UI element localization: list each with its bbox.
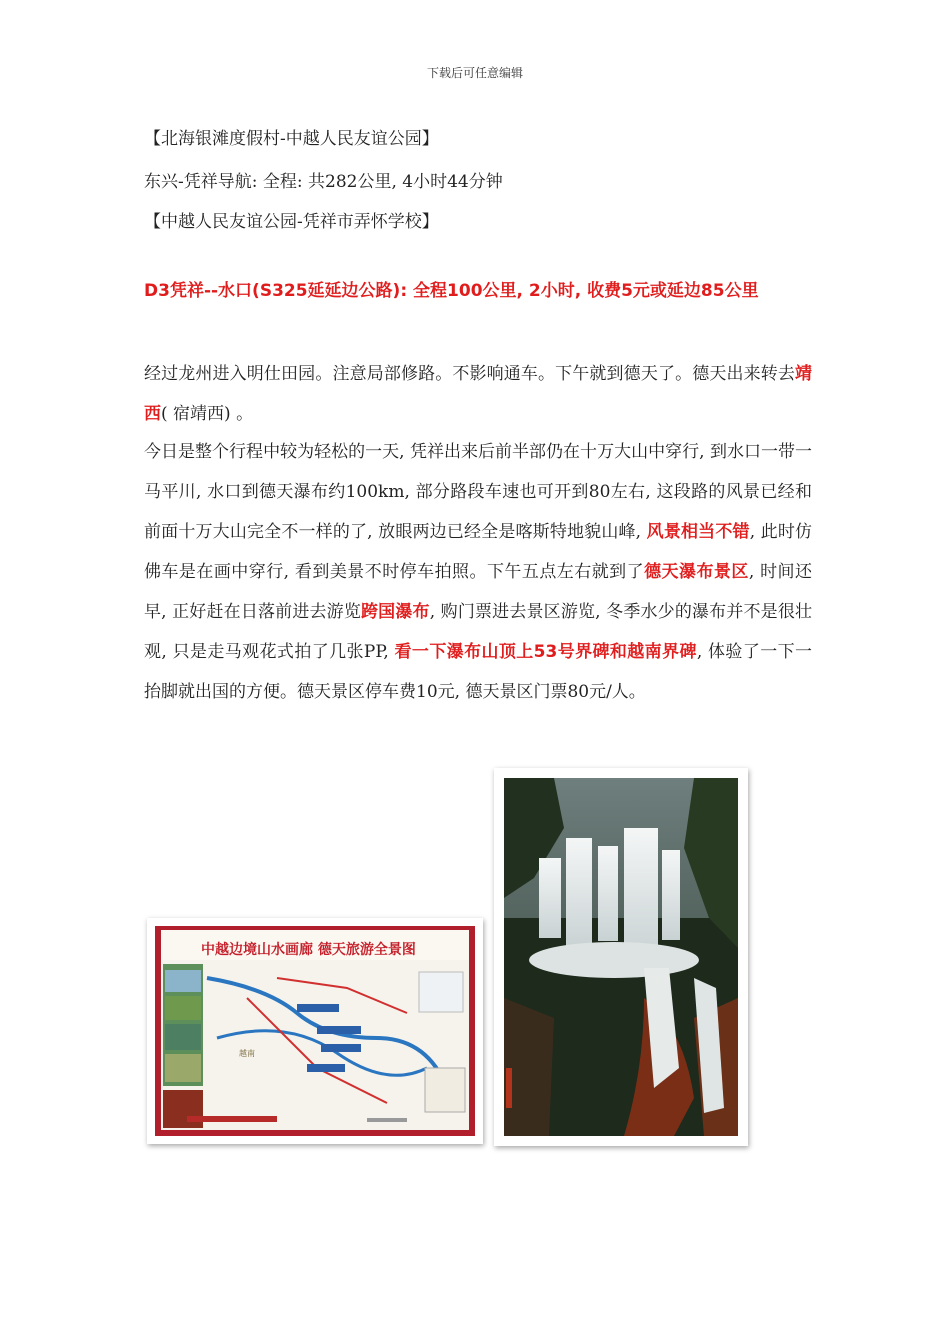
para1-highlight-jingxi: 靖西 [144,364,812,424]
para1-text-1: 经过龙州进入明仕田园。注意局部修路。不影响通车。下午就到德天了。德天出来转去 [144,364,795,384]
header-note: 下载后可任意编辑 [426,66,523,80]
map-photo [147,918,483,1144]
paragraph-2 [144,432,812,712]
para2-text-4: , 购门票进去景区游览, 冬季水少的瀑布并不是很壮观, 只是走马观花式拍了几张PP, [144,602,813,662]
route-line-1: 【北海银滩度假村-中越人民友谊公园】 [144,129,439,149]
para2-text-3: , 时间还早, 正好赶在日落前进去游览 [144,562,813,622]
route-line-2: 【中越人民友谊公园-凭祥市弄怀学校】 [144,212,439,232]
map-photo-title: 中越边境山水画廊 德天旅游全景图 [201,942,416,958]
para2-text-5: , 体验了一下一抬脚就出国的方便。德天景区停车费10元, 德天景区门票80元/人。 [144,642,812,702]
para1-text-2: ( 宿靖西) 。 [161,404,254,424]
map-photo-region-label: 越南 [239,1049,255,1058]
navigation-summary: 东兴-凭祥导航: 全程: 共282公里, 4小时44分钟 [144,172,503,192]
waterfall-photo [494,768,748,1146]
para2-highlight-1: 风景相当不错 [646,522,750,542]
para2-highlight-3: 跨国瀑布 [361,602,430,622]
paragraph-1 [144,354,812,434]
para2-text-2: , 此时仿佛车是在画中穿行, 看到美景不时停车拍照。下午五点左右就到了 [144,522,813,582]
para2-highlight-2: 德天瀑布景区 [644,562,749,582]
para2-text-1: 今日是整个行程中较为轻松的一天, 凭祥出来后前半部仍在十万大山中穿行, 到水口一带一马平川, 水口到德天瀑布约100km, 部分路段车速也可开到80左右, 这段路的风景已经和前面十万大山完全不一样的了, 放眼两边已经全是喀斯特地貌山峰, [144,442,812,542]
para2-highlight-4: 看一下瀑布山顶上53号界碑和越南界碑 [394,642,697,662]
day-heading: D3凭祥--水口(S325延延边公路): 全程100公里, 2小时, 收费5元或延边85公里 [144,281,759,301]
